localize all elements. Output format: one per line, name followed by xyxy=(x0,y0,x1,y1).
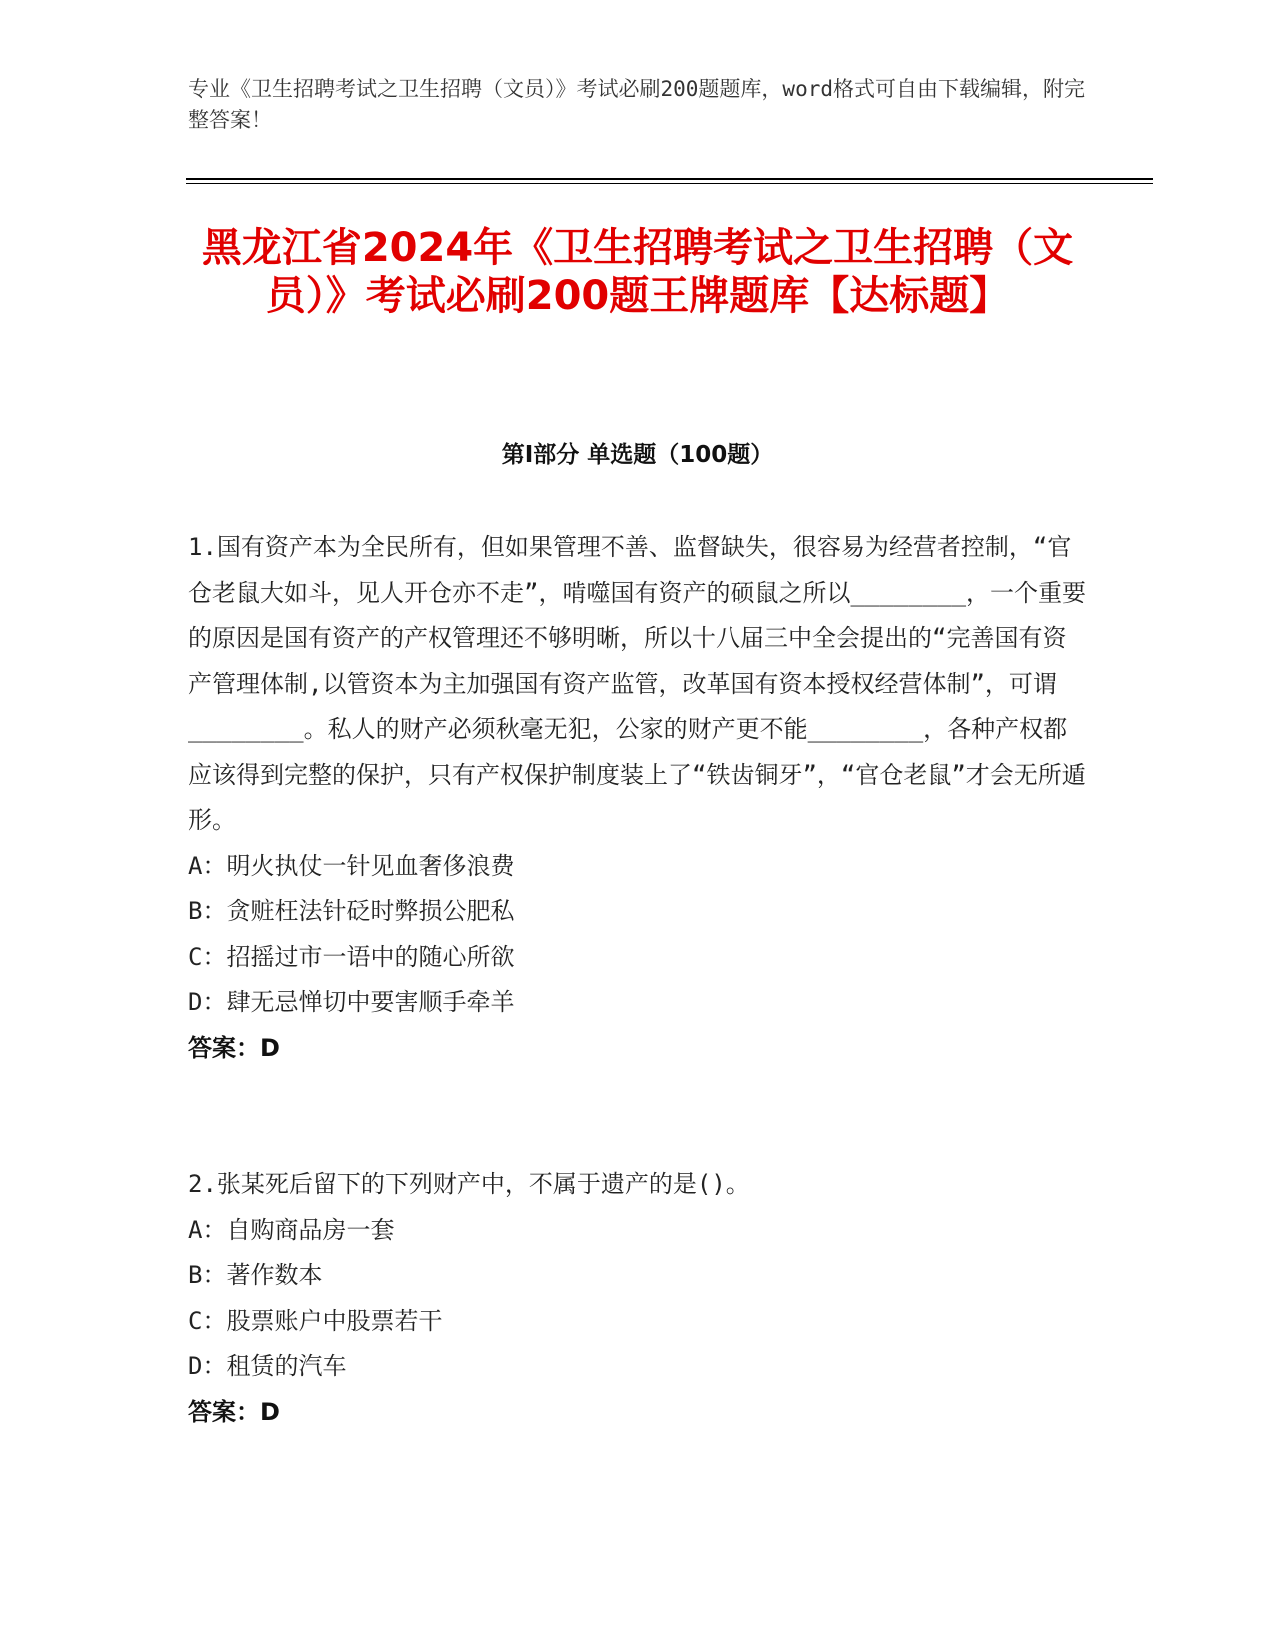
header-divider-thick xyxy=(186,178,1153,180)
answer: 答案：D xyxy=(188,1033,280,1062)
document-title: 黑龙江省2024年《卫生招聘考试之卫生招聘（文员）》考试必刷200题王牌题库【达标题】 xyxy=(201,225,1074,319)
section-heading: 第I部分 单选题（100题） xyxy=(501,442,774,468)
question-stem: 1.国有资产本为全民所有，但如果管理不善、监督缺失，很容易为经营者控制，“官仓老鼠大如斗，见人开仓亦不走”，啃噬国有资产的硕鼠之所以________，一个重要的原因是国有资产的产权管理还不够明晰，所以十八届三中全会提出的“完善国有资产管理体制,以管资本为主加强国有资产监管，改革国有资本授权经营体制”，可谓________。私人的财产必须秋毫无犯，公家的财产更不能________，各种产权都应该得到完整的保护，只有产权保护制度装上了“铁齿铜牙”，“官仓老鼠”才会无所遁形。 xyxy=(188,533,1087,834)
question-stem: 2.张某死后留下的下列财产中，不属于遗产的是()。 xyxy=(188,1170,750,1198)
option-d: D：肆无忌惮切中要害顺手牵羊 xyxy=(188,988,515,1016)
question-2 xyxy=(188,1162,1088,1435)
option-b: B：贪赃枉法针砭时弊损公肥私 xyxy=(188,897,515,925)
question-1 xyxy=(188,525,1088,1071)
option-c: C：股票账户中股票若干 xyxy=(188,1306,443,1335)
option-a: A：自购商品房一套 xyxy=(188,1215,395,1244)
header-note: 专业《卫生招聘考试之卫生招聘（文员）》考试必刷200题题库，word格式可自由下载编辑，附完整答案！ xyxy=(188,77,1085,132)
answer: 答案：D xyxy=(188,1397,280,1426)
option-d: D：租赁的汽车 xyxy=(188,1352,347,1380)
option-a: A：明火执仗一针见血奢侈浪费 xyxy=(188,851,515,880)
option-c: C：招摇过市一语中的随心所欲 xyxy=(188,942,515,971)
option-b: B：著作数本 xyxy=(188,1261,323,1289)
header-divider-thin xyxy=(186,183,1153,184)
